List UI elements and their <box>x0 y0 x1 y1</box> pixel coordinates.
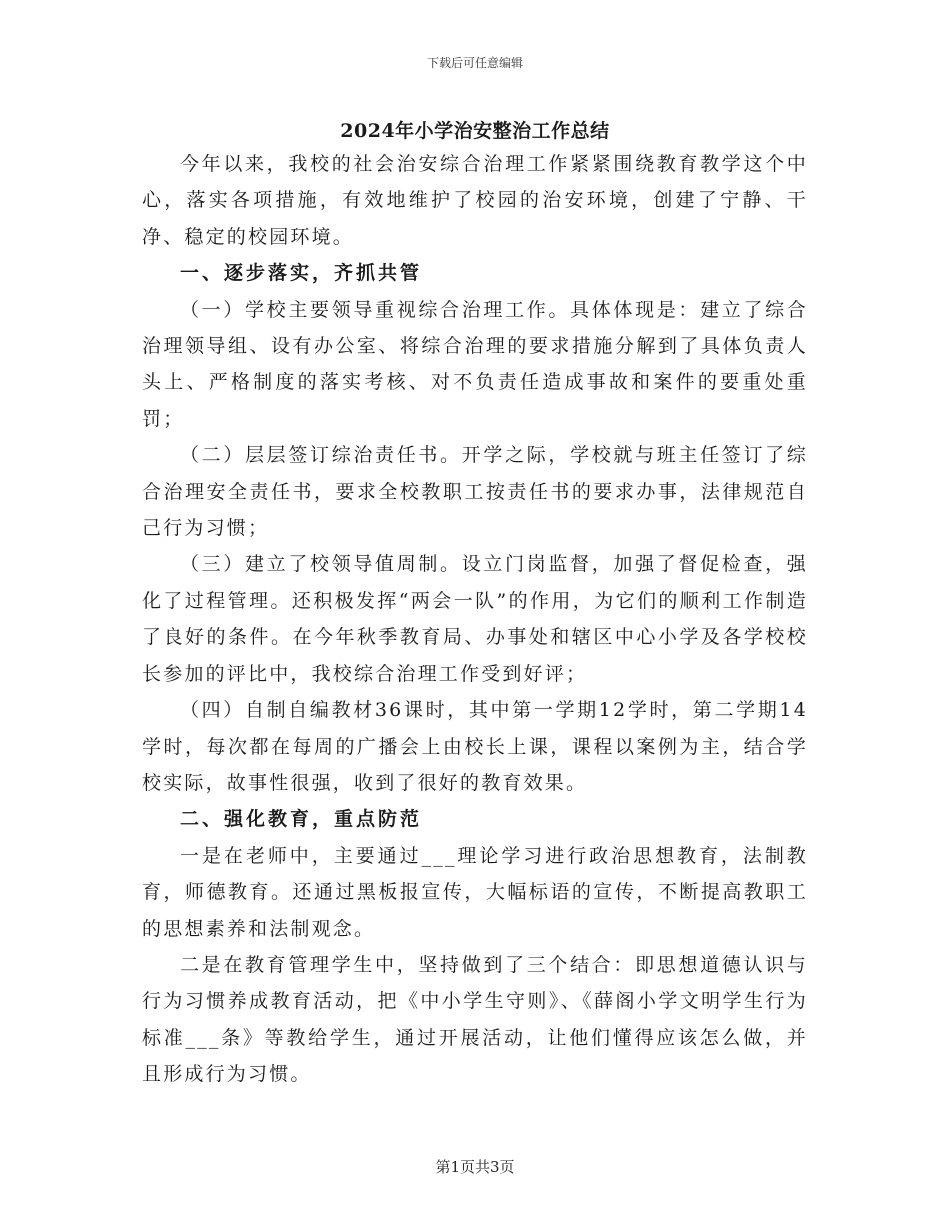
paragraph-item-3: （三）建立了校领导值周制。设立门岗监督，加强了督促检查，强化了过程管理。还积极发挥“两会一队”的作用，为它们的顺利工作制造了良好的条件。在今年秋季教育局、办事处和辖区中心小学及各学校校长参加的评比中，我校综合治理工作受到好评； <box>142 553 808 685</box>
header-note: 下载后可任意编辑 <box>426 56 523 70</box>
intro-paragraph: 今年以来，我校的社会治安综合治理工作紧紧围绕教育教学这个中心，落实各项措施，有效地维护了校园的治安环境，创建了宁静、干净、稳定的校园环境。 <box>142 153 808 248</box>
paragraph-item-1: （一）学校主要领导重视综合治理工作。具体体现是：建立了综合治理领导组、设有办公室、将综合治理的要求措施分解到了具体负责人头上、严格制度的落实考核、对不负责任造成事故和案件的要重处重罚； <box>142 298 808 430</box>
section-heading-2: 二、强化教育，重点防范 <box>180 808 423 831</box>
section-heading-1: 一、逐步落实，齐抓共管 <box>180 262 423 285</box>
page-number-footer: 第1页共3页 <box>435 1158 515 1176</box>
paragraph-students: 二是在教育管理学生中，坚持做到了三个结合：即思想道德认识与行为习惯养成教育活动，把《中小学生守则》、《薛阁小学文明学生行为标准___条》等教给学生，通过开展活动，让他们懂得应该怎么做，并且形成行为习惯。 <box>142 953 808 1086</box>
document-body <box>142 146 808 1093</box>
paragraph-teachers: 一是在老师中，主要通过___理论学习进行政治思想教育，法制教育，师德教育。还通过黑板报宣传，大幅标语的宣传，不断提高教职工的思想素养和法制观念。 <box>142 844 808 940</box>
paragraph-item-4: （四）自制自编教材36课时，其中第一学期12学时，第二学期14学时，每次都在每周的广播会上由校长上课，课程以案例为主，结合学校实际，故事性很强，收到了很好的教育效果。 <box>142 699 808 794</box>
paragraph-item-2: （二）层层签订综治责任书。开学之际，学校就与班主任签订了综合治理安全责任书，要求全校教职工按责任书的要求办事，法律规范自己行为习惯； <box>142 444 808 540</box>
document-title: 2024年小学治安整治工作总结 <box>340 120 610 142</box>
